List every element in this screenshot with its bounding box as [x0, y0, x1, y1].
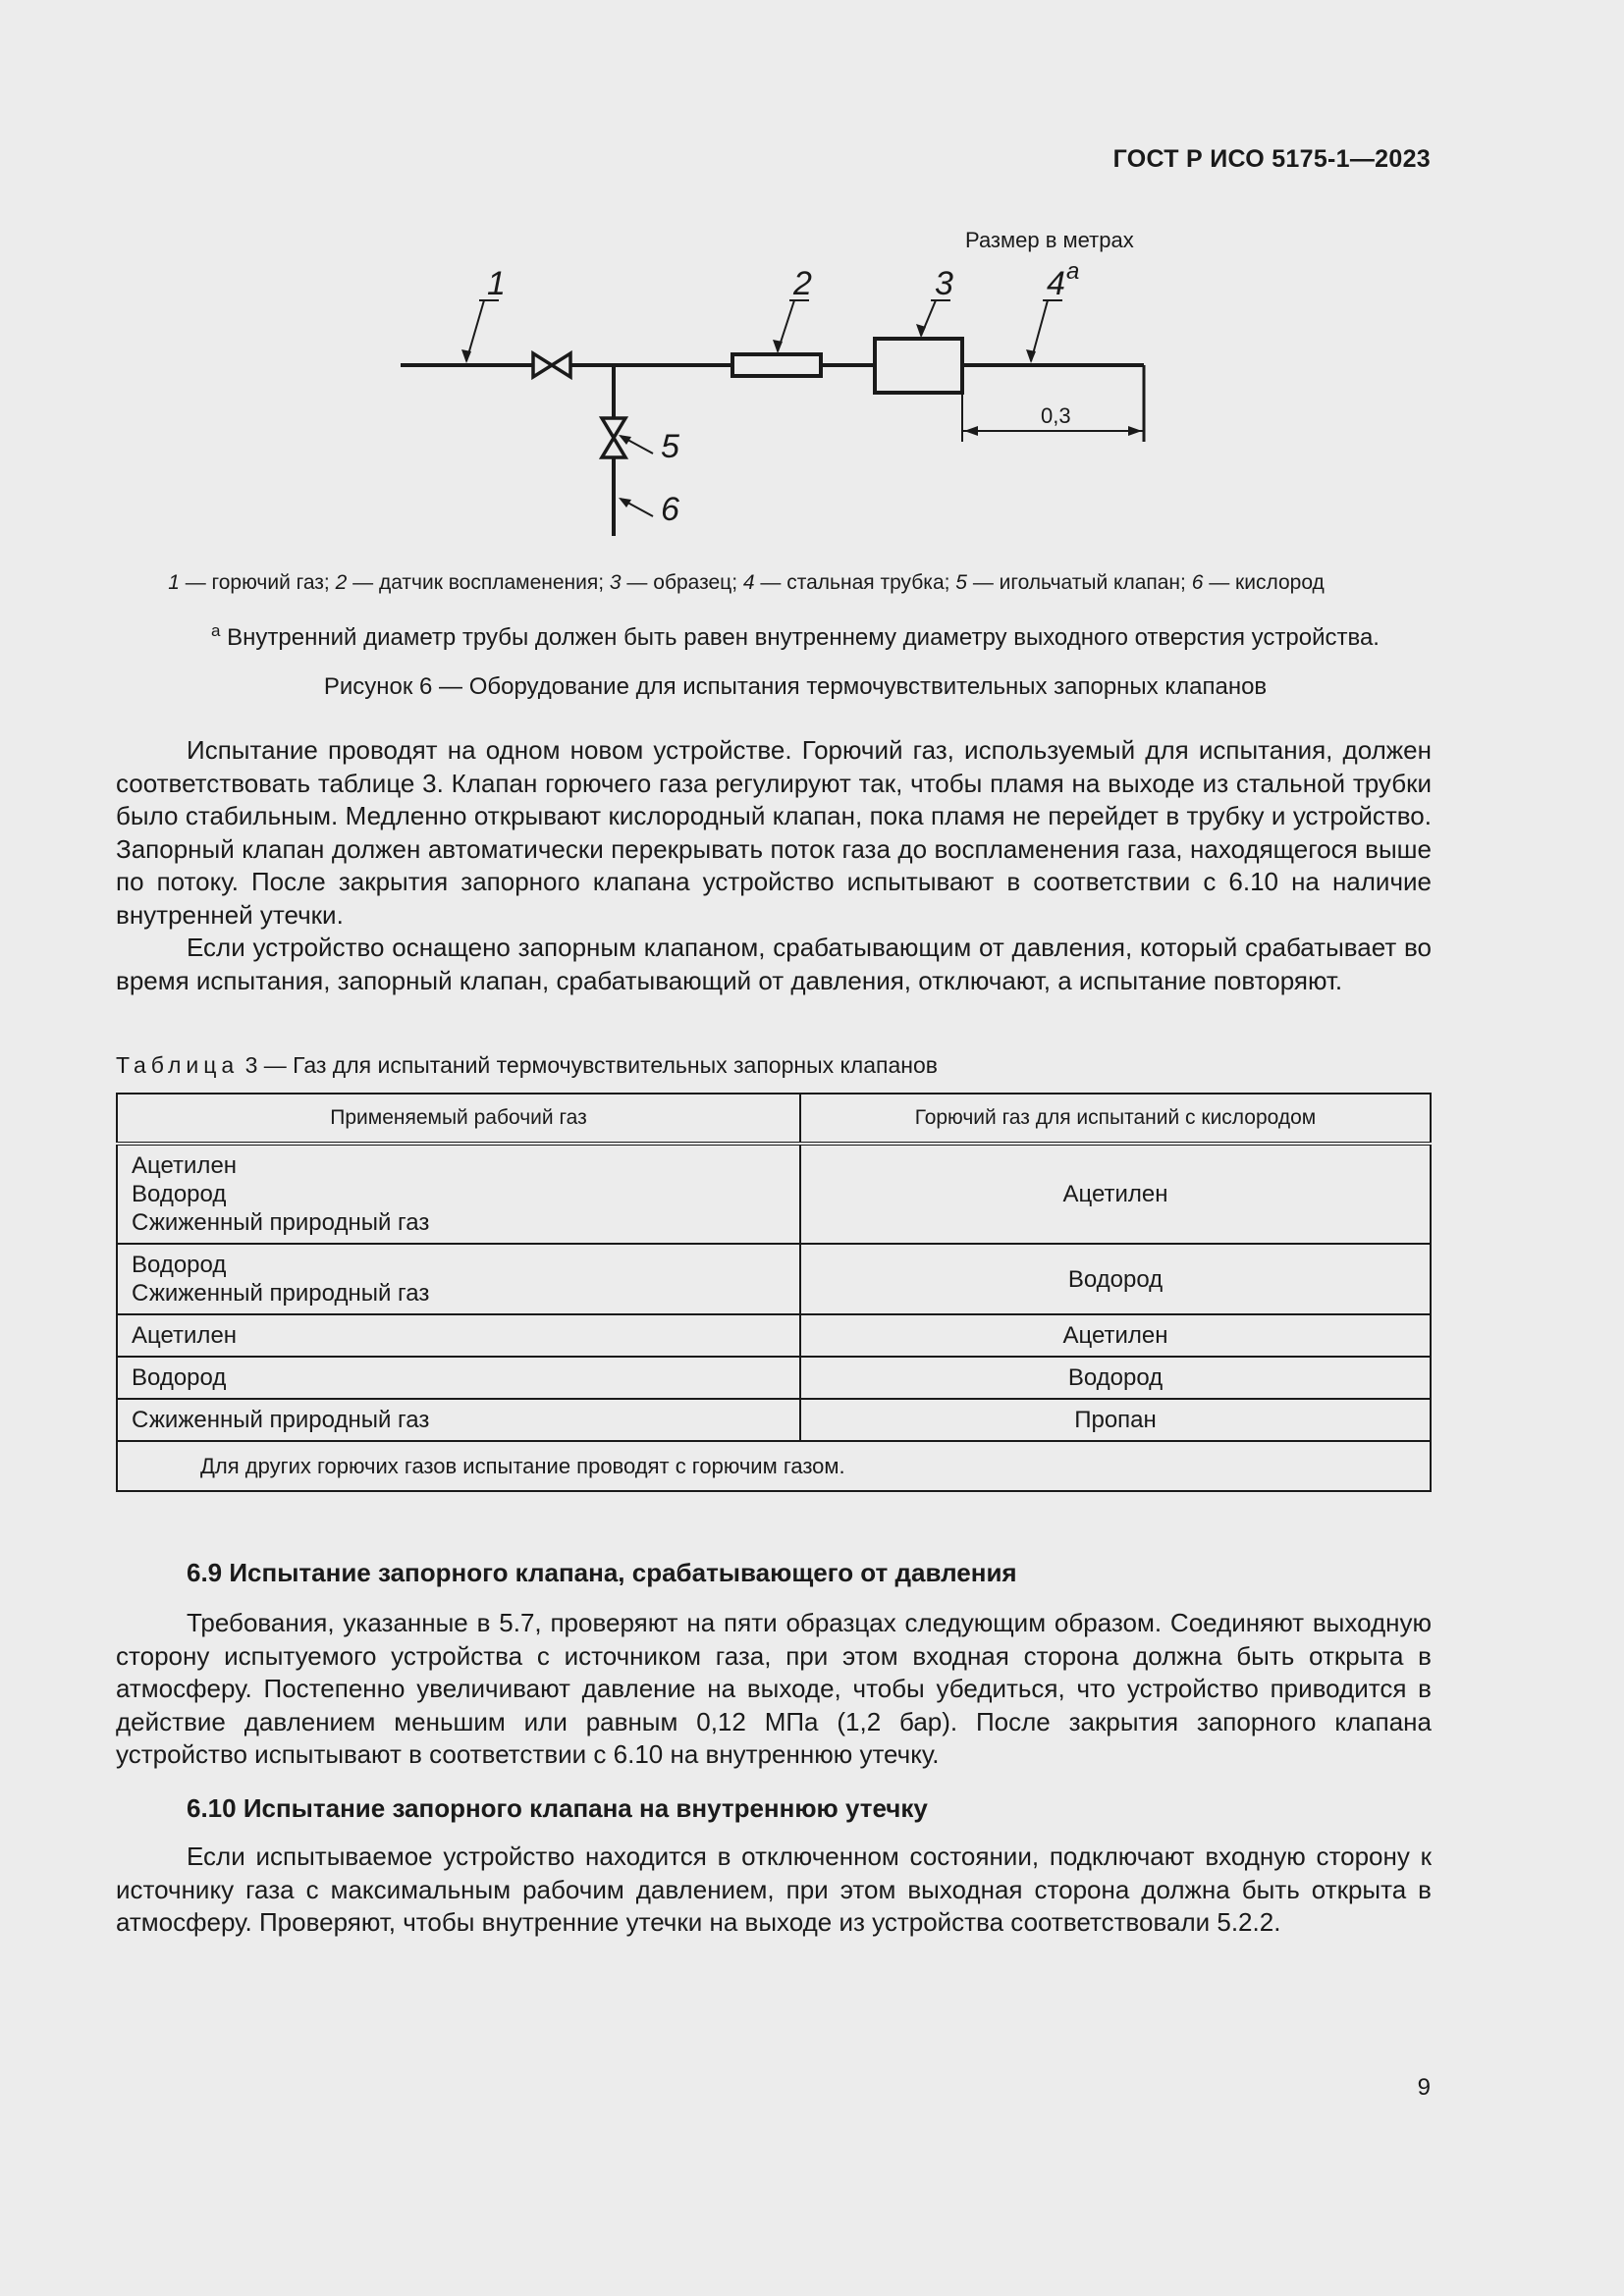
table-cell: Ацетилен [800, 1314, 1431, 1357]
label-5: 5 [661, 428, 679, 465]
label-1: 1 [487, 265, 506, 302]
table-row [117, 1399, 1431, 1441]
table-note: Для других горючих газов испытание проводят с горючим газом. [117, 1441, 1431, 1491]
section-6-10-body [116, 1841, 1432, 1940]
table-header: Применяемый рабочий газ [117, 1094, 800, 1144]
document-header: ГОСТ Р ИСО 5175-1—2023 [1112, 145, 1431, 173]
table-cell: Водород [117, 1357, 800, 1399]
paragraph: Требования, указанные в 5.7, проверяют на пяти образцах следующим образом. Соединяют выходную сторону испытуемого устройства с источником газа, при этом входная сторона должна быть открыта в атмосферу. Постепенно увеличивают давление на выходе, чтобы убедиться, что устройство приводится в действие давлением меньшим или равным 0,12 МПа (1,2 бар). После закрытия запорного клапана устройство испытывают в соответствии с 6.10 на внутреннюю утечку. [116, 1608, 1432, 1769]
table-cell: Водород [800, 1244, 1431, 1314]
label-4: 4 [1047, 265, 1065, 302]
figure-footnote: $^a$ Внутренний диаметр трубы должен быть равен внутреннему диаметру выходного отверстия устройства. [211, 621, 1380, 651]
label-4-superscript: a [1066, 258, 1080, 285]
equipment-diagram [393, 255, 1178, 550]
label-2: 2 [793, 265, 812, 302]
table-header-row [117, 1094, 1431, 1144]
ignition-sensor-symbol [732, 354, 821, 376]
table-row [117, 1244, 1431, 1314]
table-cell: Ацетилен [800, 1144, 1431, 1244]
paragraph: Если устройство оснащено запорным клапаном, срабатывающим от давления, который срабатывает во время испытания, запорный клапан, срабатывающий от давления, отключают, а испытание повторяют. [116, 933, 1432, 995]
section-6-9-body [116, 1607, 1432, 1772]
table-cell: Сжиженный природный газ [117, 1399, 800, 1441]
table-header: Горючий газ для испытаний с кислородом [800, 1094, 1431, 1144]
specimen-symbol [875, 339, 962, 393]
table-cell: Водород Сжиженный природный газ [117, 1244, 800, 1314]
figure-size-note: Размер в метрах [965, 228, 1134, 252]
label-6: 6 [661, 491, 679, 528]
table-cell: Ацетилен Водород Сжиженный природный газ [117, 1144, 800, 1244]
figure-legend: 1 — горючий газ; 2 — датчик воспламенения; 3 — образец; 4 — стальная трубка; 5 — игольчатый клапан; 6 — кислород [168, 571, 1325, 594]
page-number: 9 [1417, 2074, 1431, 2101]
dimension-label: 0,3 [1041, 403, 1071, 428]
table-row [117, 1357, 1431, 1399]
section-heading: 6.10 Испытание запорного клапана на внутреннюю утечку [187, 1793, 928, 1823]
table-cell: Ацетилен [117, 1314, 800, 1357]
test-description [116, 734, 1432, 997]
table-row [117, 1314, 1431, 1357]
figure-caption: Рисунок 6 — Оборудование для испытания термочувствительных запорных клапанов [323, 673, 1268, 700]
table-cell: Водород [800, 1357, 1431, 1399]
gas-table [116, 1093, 1432, 1492]
paragraph: Если испытываемое устройство находится в отключенном состоянии, подключают входную сторону к источнику газа с максимальным рабочим давлением, при этом выходная сторона должна быть открыта в атмосферу. Проверяют, чтобы внутренние утечки на выходе из устройства соответствовали 5.2.2. [116, 1842, 1432, 1937]
table-title: Таблица 3 — Газ для испытаний термочувствительных запорных клапанов [116, 1052, 938, 1078]
paragraph: Испытание проводят на одном новом устройстве. Горючий газ, используемый для испытания, должен соответствовать таблице 3. Клапан горючего газа регулируют так, чтобы пламя на выходе из стальной трубки было стабильным. Медленно открывают кислородный клапан, пока пламя не перейдет в трубку и устройство. Запорный клапан должен автоматически перекрывать поток газа до воспламенения газа, находящегося выше по потоку. После закрытия запорного клапана устройство испытывают в соответствии с 6.10 на наличие внутренней утечки. [116, 735, 1432, 930]
table-note-row [117, 1441, 1431, 1491]
section-heading: 6.9 Испытание запорного клапана, срабатывающего от давления [187, 1558, 1017, 1587]
table-row [117, 1144, 1431, 1244]
shutoff-valve-symbol [533, 353, 570, 377]
table-cell: Пропан [800, 1399, 1431, 1441]
label-3: 3 [935, 265, 953, 302]
